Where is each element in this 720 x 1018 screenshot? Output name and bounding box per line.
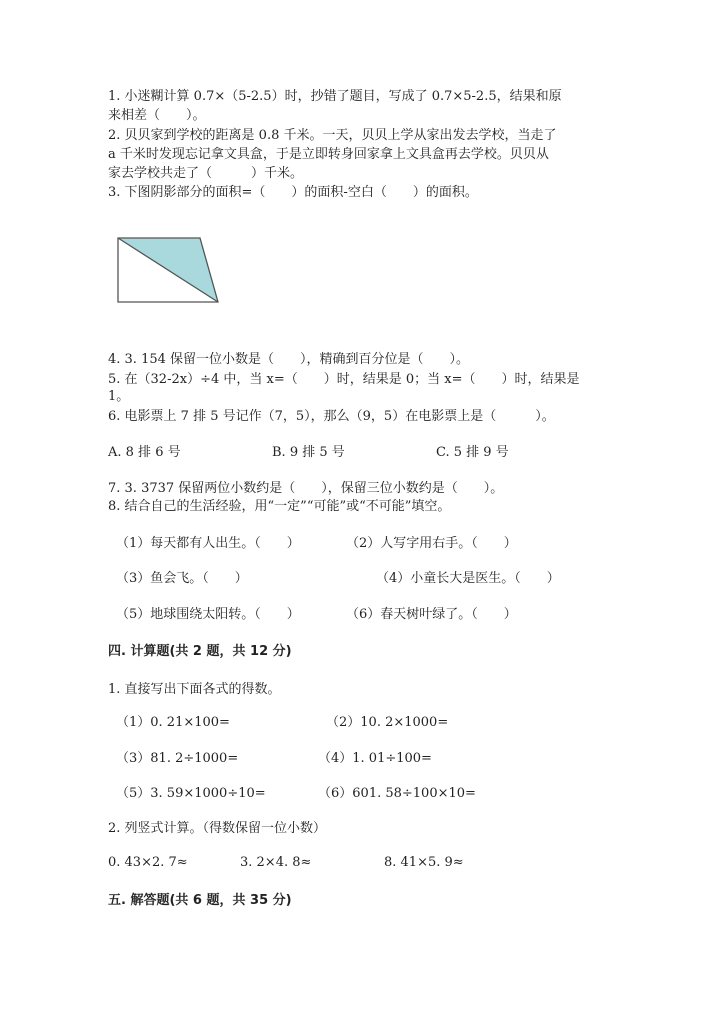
q6-option-b: B. 9 排 5 号 xyxy=(272,445,345,460)
section-4-title: 四. 计算题(共 2 题，共 12 分) xyxy=(108,644,292,659)
calc-item-4: （4）1. 01÷100= xyxy=(318,751,432,766)
q8-item-6: （6）春天树叶绿了。（ ） xyxy=(346,607,517,622)
q5-line-2: 1。 xyxy=(108,389,130,404)
q8-line-1: 8. 结合自己的生活经验，用“一定”“可能”或“不可能”填空。 xyxy=(108,499,451,514)
q4-line-1: 4. 3. 154 保留一位小数是（ ），精确到百分位是（ ）。 xyxy=(108,352,470,367)
q8-item-2: （2）人写字用右手。（ ） xyxy=(346,536,517,551)
q8-item-4: （4）小童长大是医生。（ ） xyxy=(376,571,560,586)
q7-line-1: 7. 3. 3737 保留两位小数约是（ ），保留三位小数约是（ ）。 xyxy=(108,481,504,496)
q3-line-1: 3. 下图阴影部分的面积=（ ）的面积-空白（ ）的面积。 xyxy=(108,185,478,200)
q6-option-c: C. 5 排 9 号 xyxy=(436,445,509,460)
q8-item-3: （3）鱼会飞。（ ） xyxy=(116,571,248,586)
vertical-calc-1: 0. 43×2. 7≈ xyxy=(108,855,188,870)
q2-line-2: a 千米时发现忘记拿文具盒，于是立即转身回家拿上文具盒再去学校。贝贝从 xyxy=(108,147,549,162)
q2-line-3: 家去学校共走了（ ）千米。 xyxy=(108,166,304,181)
vertical-calc-2: 3. 2×4. 8≈ xyxy=(240,855,312,870)
shaded-area-figure xyxy=(116,236,222,306)
calc-q1-text: 1. 直接写出下面各式的得数。 xyxy=(108,682,281,697)
calc-item-1: （1）0. 21×100= xyxy=(116,715,230,730)
calc-item-6: （6）601. 58÷100×10= xyxy=(318,786,476,801)
q8-item-1: （1）每天都有人出生。（ ） xyxy=(116,536,300,551)
q1-line-1: 1. 小迷糊计算 0.7×（5-2.5）时，抄错了题目，写成了 0.7×5-2.5，结果和原 xyxy=(108,89,562,104)
q8-item-5: （5）地球围绕太阳转。（ ） xyxy=(116,607,300,622)
q5-line-1: 5. 在（32-2x）÷4 中，当 x=（ ）时，结果是 0；当 x=（ ）时，结果是 xyxy=(108,372,580,387)
calc-item-3: （3）81. 2÷1000= xyxy=(116,751,239,766)
calc-q2-text: 2. 列竖式计算。（得数保留一位小数） xyxy=(108,821,327,836)
section-5-title: 五. 解答题(共 6 题，共 35 分) xyxy=(108,893,292,908)
calc-item-5: （5）3. 59×1000÷10= xyxy=(116,786,266,801)
q6-line-1: 6. 电影票上 7 排 5 号记作（7，5），那么（9，5）在电影票上是（ ）。 xyxy=(108,409,555,424)
q2-line-1: 2. 贝贝家到学校的距离是 0.8 千米。一天，贝贝上学从家出发去学校，当走了 xyxy=(108,128,557,143)
calc-item-2: （2）10. 2×1000= xyxy=(326,715,449,730)
vertical-calc-3: 8. 41×5. 9≈ xyxy=(384,855,464,870)
q1-line-2: 来相差（ ）。 xyxy=(108,108,206,123)
q6-option-a: A. 8 排 6 号 xyxy=(108,445,181,460)
